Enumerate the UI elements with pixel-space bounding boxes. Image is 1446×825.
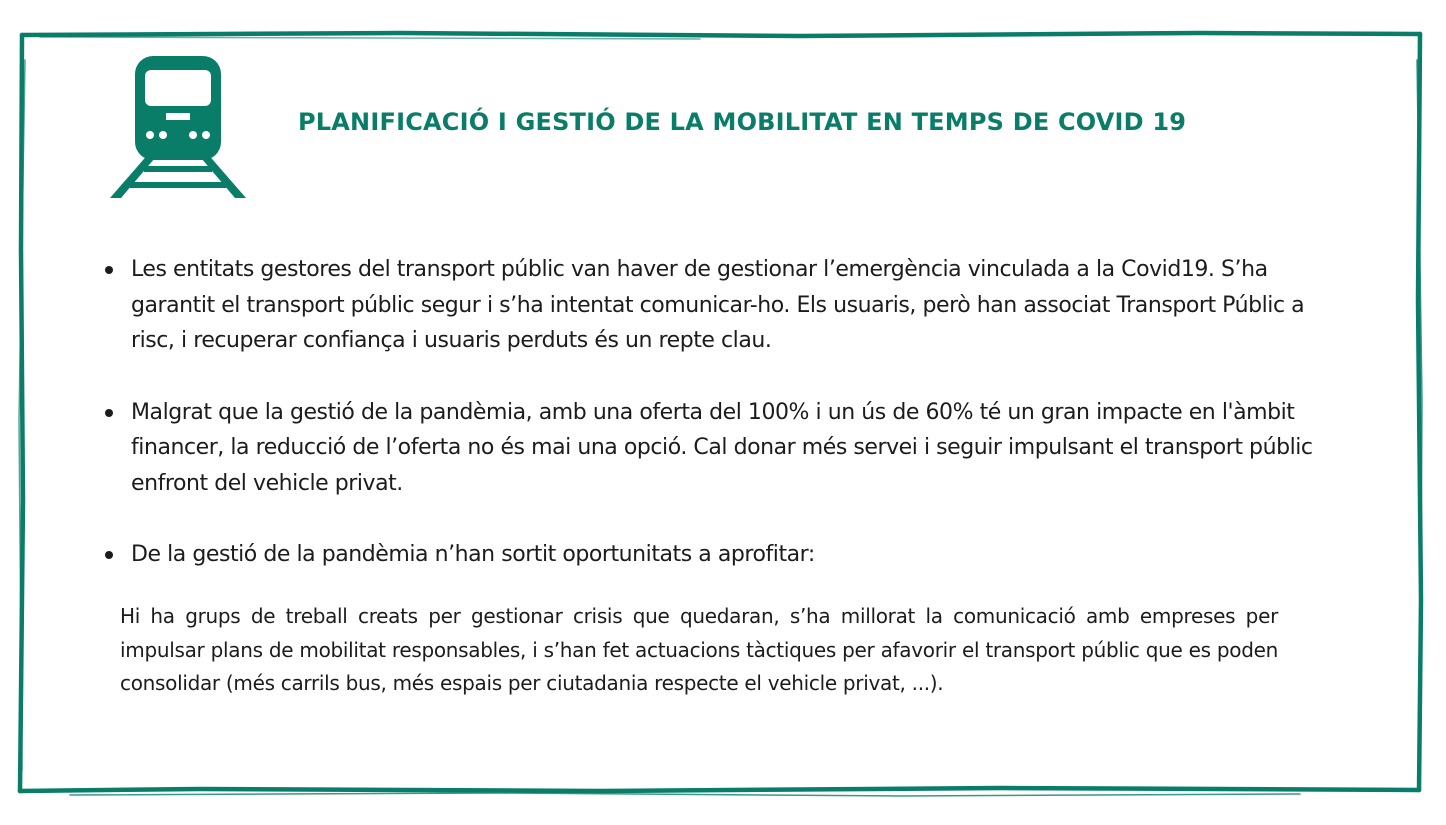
train-icon bbox=[108, 54, 248, 200]
page-title: PLANIFICACIÓ I GESTIÓ DE LA MOBILITAT EN TEMPS DE COVID 19 bbox=[298, 108, 1187, 136]
bullet-list bbox=[102, 252, 1317, 573]
bullet-item: De la gestió de la pandèmia n’han sortit oportunitats a aprofitar: bbox=[102, 537, 1317, 573]
bullet-item: Les entitats gestores del transport públic van haver de gestionar l’emergència vinculada a la Covid19. S’ha garantit el transport públic segur i s’ha intentat comunicar-ho. Els usuaris, però han associat Transport Públic a risc, i recuperar confiança i usuaris perduts és un repte clau. bbox=[102, 252, 1317, 359]
opportunities-paragraph: Hi ha grups de treball creats per gestionar crisis que quedaran, s’ha millorat la comunicació amb empreses per impulsar plans de mobilitat responsables, i s’han fet actuacions tàctiques per afavorir el transport públic que es poden consolidar (més carrils bus, més espais per ciutadania respecte el vehicle privat, ...). bbox=[120, 604, 1278, 695]
bullet-item: Malgrat que la gestió de la pandèmia, amb una oferta del 100% i un ús de 60% té un gran impacte en l'àmbit financer, la reducció de l’oferta no és mai una opció. Cal donar més servei i seguir impulsant el transport públic enfront del vehicle privat. bbox=[102, 395, 1317, 502]
